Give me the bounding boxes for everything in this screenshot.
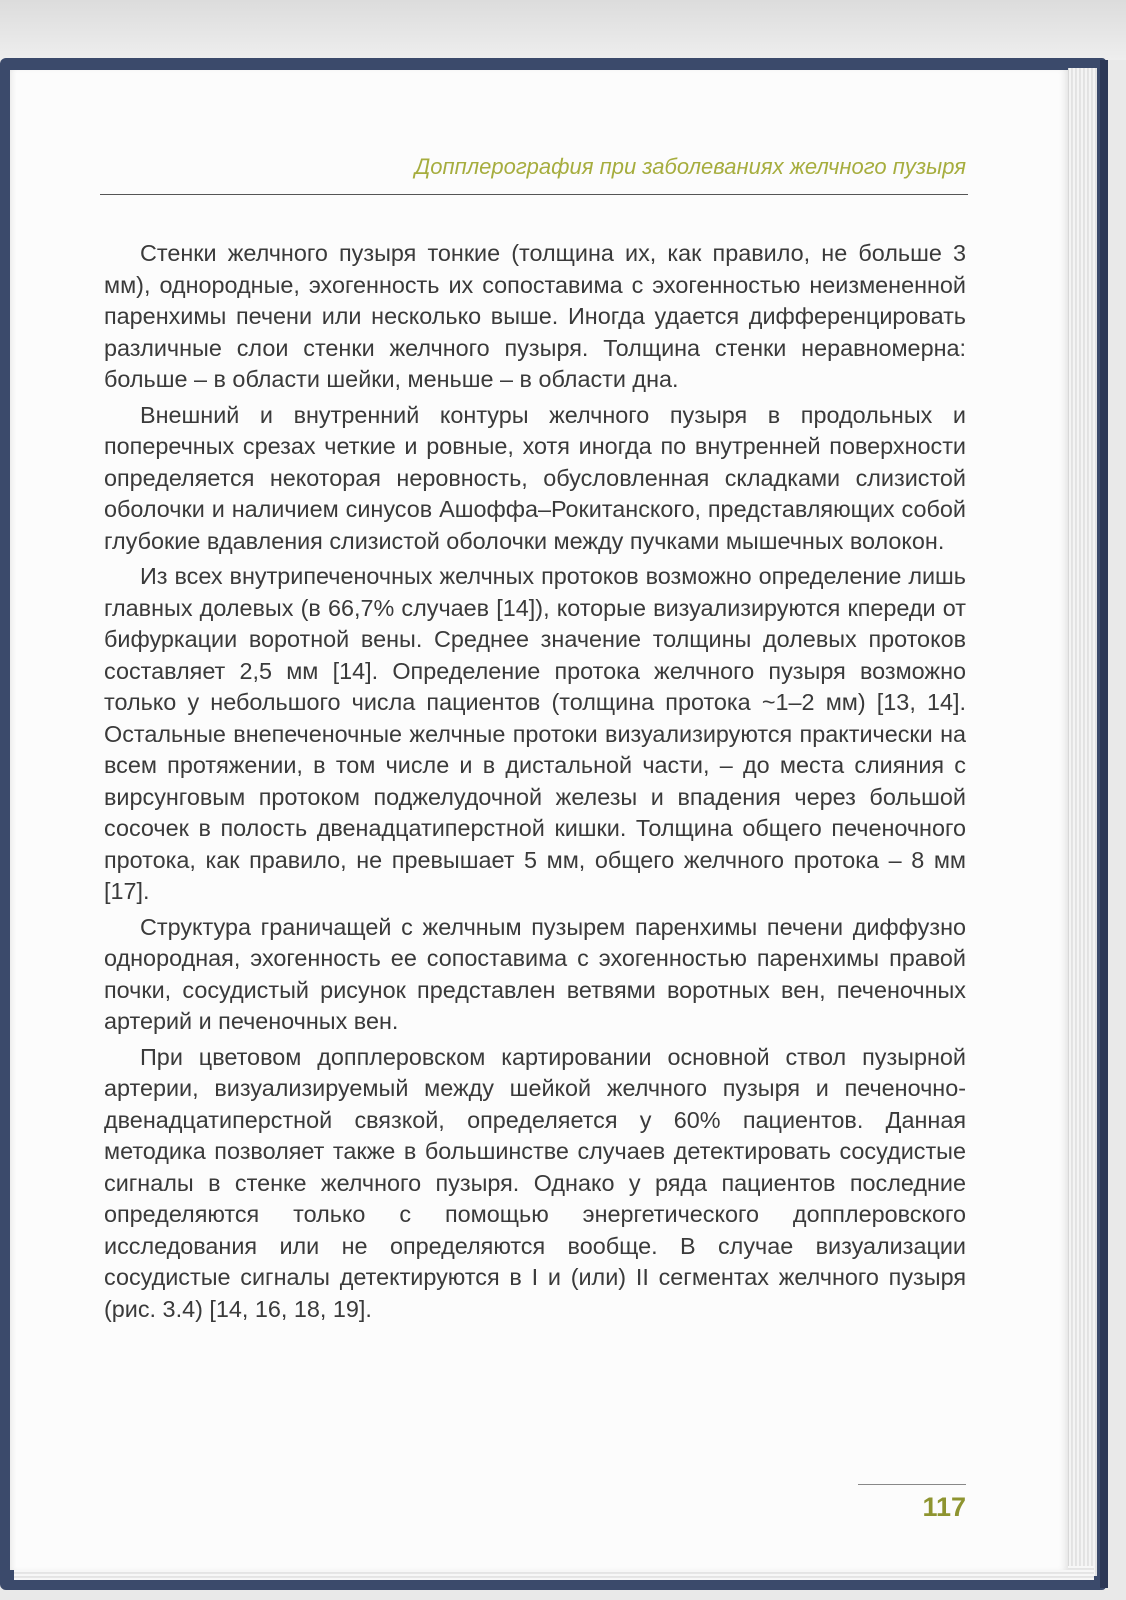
footer-rule [858,1484,966,1485]
paragraph: Стенки желчного пузыря тонкие (толщина их, как правило, не больше 3 мм), однородные, эхогенность их сопоставима с эхогенностью неизмененной паренхимы печени или несколько выше. Иногда удается дифференцировать различные слои стенки желчного пузыря. Толщина стенки неравномерна: больше – в области шейки, меньше – в области дна. [104,240,966,392]
page-number: 117 [922,1492,966,1522]
paragraph: Из всех внутрипеченочных желчных протоков возможно определение лишь главных долевых (в 66,7% случаев [14]), которые визуализируются кпереди от бифуркации воротной вены. Среднее значение толщины долевых протоков составляет 2,5 мм [14]. Определение протока желчного пузыря возможно только у небольшого числа пациентов (толщина протока ~1–2 мм) [13, 14]. Остальные внепеченочные желчные протоки визуализируются практически на всем протяжении, в том числе и в дистальной части, – до места слияния с вирсунговым протоком поджелудочной железы и впадения через большой сосочек в полость двенадцатиперстной кишки. Толщина общего печеночного протока, как правило, не превышает 5 мм, общего желчного протока – 8 мм [17]. [104,563,966,904]
header-rule [100,194,968,195]
paragraph: Структура граничащей с желчным пузырем паренхимы печени диффузно однородная, эхогенность ее сопоставима с эхогенностью паренхимы правой почки, сосудистый рисунок представлен ветвями воротных вен, печеночных артерий и печеночных вен. [104,913,966,1034]
body-text [104,238,966,1329]
page-stack-edge [1068,68,1097,1576]
running-head: Допплерография при заболеваниях желчного пузыря [414,154,966,179]
book-cover-edge [1100,60,1108,1588]
paragraph: Внешний и внутренний контуры желчного пузыря в продольных и поперечных срезах четкие и ровные, хотя иногда по внутренней поверхности определяется некоторая неровность, обусловленная складками слизистой оболочки и наличием синусов Ашоффа–Рокитанского, представляющих собой глубокие вдавления слизистой оболочки между пучками мышечных волокон. [104,401,966,554]
book-page [10,70,1068,1570]
paragraph: При цветовом допплеровском картировании основной ствол пузырной артерии, визуализируемый между шейкой желчного пузыря и печеночно-двенадцатиперстной связкой, определяется у 60% пациентов. Данная методика позволяет также в большинстве случаев детектировать сосудистые сигналы в стенке желчного пузыря. Однако у ряда пациентов последние определяются только с помощью энергетического допплеровского исследования или не определяются вообще. В случае визуализации сосудистые сигналы детектируются в I и (или) II сегментах желчного пузыря (рис. 3.4) [14, 16, 18, 19]. [104,1043,966,1322]
scanner-background [0,0,1126,60]
